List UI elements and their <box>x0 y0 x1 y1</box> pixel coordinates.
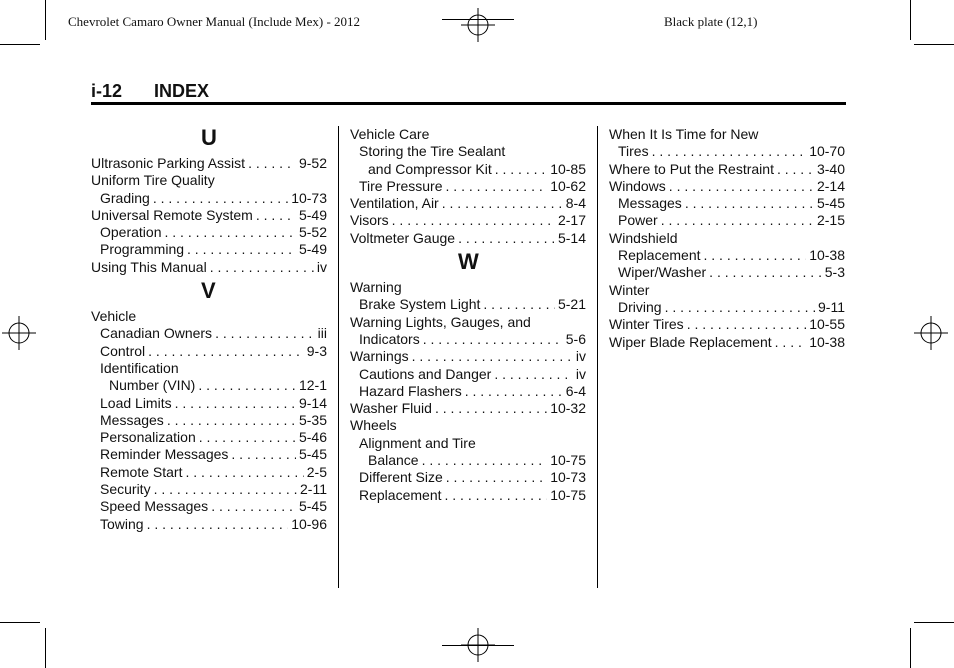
index-entry: Warning Lights, Gauges, and <box>350 313 531 330</box>
index-entry: Messages . . . 5-45 <box>609 195 845 212</box>
index-entry: Winter <box>609 281 650 298</box>
index-entry: Operation . . . 5-52 <box>91 224 327 241</box>
index-entry: Tires . . . 10-70 <box>609 143 845 160</box>
index-entry: Remote Start . . . 2-5 <box>91 464 327 481</box>
index-entry: Alignment and Tire <box>359 434 476 451</box>
crop-mark <box>910 0 911 40</box>
crop-mark <box>0 622 40 623</box>
crop-mark <box>0 44 40 45</box>
index-entry: Security . . . 2-11 <box>91 481 327 498</box>
index-entry: Programming . . . 5-49 <box>91 241 327 258</box>
index-entry: Visors . . . 2-17 <box>350 212 586 229</box>
index-entry: Messages . . . 5-35 <box>91 412 327 429</box>
index-entry: Wiper Blade Replacement . . . 10-38 <box>609 334 845 351</box>
index-entry: Ventilation, Air . . . 8-4 <box>350 195 586 212</box>
index-entry: Driving . . . 9-11 <box>609 299 845 316</box>
index-entry: Brake System Light . . . 5-21 <box>350 296 586 313</box>
index-column-2 <box>350 126 586 504</box>
manual-title: Chevrolet Camaro Owner Manual (Include Mex) - 2012 <box>68 14 361 29</box>
index-entry: Ultrasonic Parking Assist . . . 9-52 <box>91 155 327 172</box>
index-entry: Warnings . . . iv <box>350 348 586 365</box>
crop-mark <box>914 622 954 623</box>
column-divider <box>597 126 598 588</box>
index-entry: Windshield <box>609 229 678 246</box>
index-entry: When It Is Time for New <box>609 126 759 142</box>
index-entry: Washer Fluid . . . 10-32 <box>350 400 586 417</box>
index-entry: Control . . . 9-3 <box>91 343 327 360</box>
index-entry: Vehicle <box>91 308 137 325</box>
index-entry: Towing . . . 10-96 <box>91 516 327 533</box>
index-entry: Indicators . . . 5-6 <box>350 331 586 348</box>
index-entry: Reminder Messages . . . 5-45 <box>91 446 327 463</box>
index-entry: Identification <box>100 359 179 376</box>
index-entry: Balance . . . 10-75 <box>350 452 586 469</box>
plate-label: Black plate (12,1) <box>664 14 758 29</box>
column-divider <box>338 126 339 588</box>
index-entry: Hazard Flashers . . . 6-4 <box>350 383 586 400</box>
index-entry: Grading . . . 10-73 <box>91 190 327 207</box>
crop-mark <box>910 628 911 668</box>
index-entry: Wheels <box>350 417 397 434</box>
page-number: i-12 <box>91 81 123 101</box>
registration-mark-icon <box>461 8 495 42</box>
index-entry: Universal Remote System . . . 5-49 <box>91 207 327 224</box>
index-entry: Tire Pressure . . . 10-62 <box>350 178 586 195</box>
registration-mark-icon <box>461 628 495 662</box>
section-letter-w: W <box>458 249 479 275</box>
crop-mark <box>45 0 46 40</box>
index-entry: Power . . . 2-15 <box>609 212 845 229</box>
index-entry: Windows . . . 2-14 <box>609 178 845 195</box>
index-entry: Replacement . . . 10-75 <box>350 487 586 504</box>
registration-mark-icon <box>914 316 948 350</box>
index-entry: Using This Manual . . . iv <box>91 259 327 276</box>
crop-mark <box>45 628 46 668</box>
index-entry: and Compressor Kit . . . 10-85 <box>350 161 586 178</box>
index-entry: Vehicle Care <box>350 126 430 142</box>
page-title: INDEX <box>154 81 210 101</box>
index-entry: Canadian Owners . . . iii <box>91 325 327 342</box>
index-entry: Uniform Tire Quality <box>91 172 215 189</box>
index-entry: Wiper/Washer . . . 5-3 <box>609 264 845 281</box>
index-entry: Load Limits . . . 9-14 <box>91 395 327 412</box>
index-column-1 <box>91 126 327 533</box>
section-letter-v: V <box>201 278 216 304</box>
index-entry: Warning <box>350 279 402 296</box>
index-entry: Where to Put the Restraint . . . 3-40 <box>609 161 845 178</box>
index-entry: Number (VIN) . . . 12-1 <box>91 377 327 394</box>
section-letter-u: U <box>201 125 217 150</box>
index-entry: Speed Messages . . . 5-45 <box>91 498 327 515</box>
crop-mark <box>914 44 954 45</box>
index-column-3 <box>609 126 845 351</box>
index-entry: Different Size . . . 10-73 <box>350 469 586 486</box>
registration-mark-icon <box>2 316 36 350</box>
index-entry: Storing the Tire Sealant <box>359 143 506 160</box>
index-entry: Replacement . . . 10-38 <box>609 247 845 264</box>
index-entry: Voltmeter Gauge . . . 5-14 <box>350 230 586 247</box>
index-entry: Cautions and Danger . . . iv <box>350 366 586 383</box>
index-entry: Personalization . . . 5-46 <box>91 429 327 446</box>
index-entry: Winter Tires . . . 10-55 <box>609 316 845 333</box>
page-heading <box>91 80 846 105</box>
